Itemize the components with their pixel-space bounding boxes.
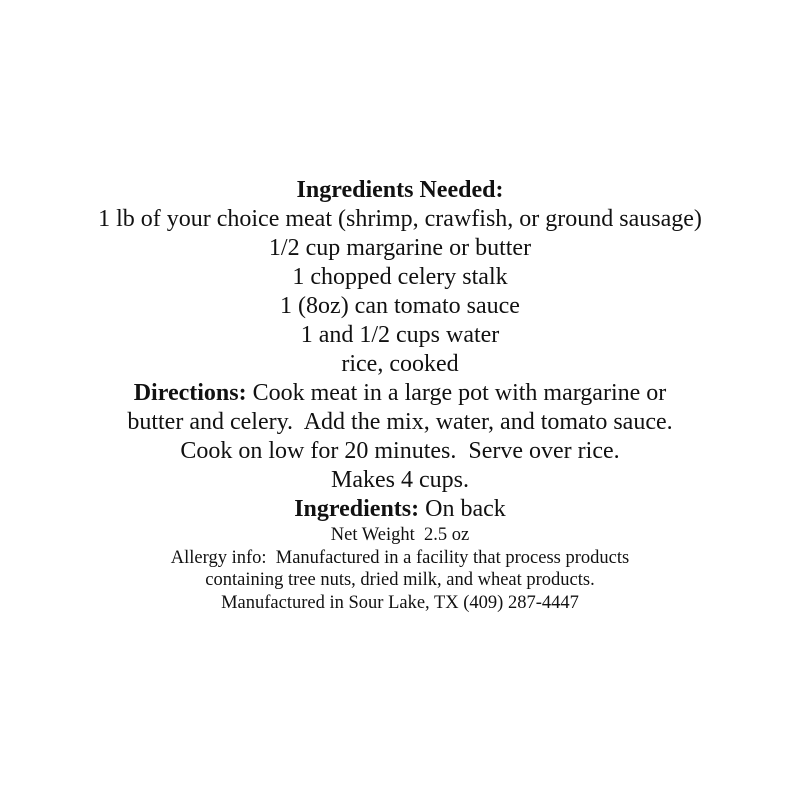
ingredient-item: 1/2 cup margarine or butter	[268, 235, 532, 261]
directions-text: Cook meat in a large pot with margarine or	[246, 380, 667, 406]
directions-label: Directions:	[133, 380, 247, 406]
directions-line: butter and celery. Add the mix, water, and tomato sauce.	[127, 409, 673, 435]
manufacturer-info: Manufactured in Sour Lake, TX (409) 287-4447	[221, 592, 579, 613]
directions-line	[0, 379, 800, 408]
ingredient-item: 1 (8oz) can tomato sauce	[280, 293, 520, 319]
ingredients-line	[0, 495, 800, 524]
ingredient-item: 1 and 1/2 cups water	[300, 322, 500, 348]
net-weight: Net Weight 2.5 oz	[330, 525, 470, 545]
allergy-info: Allergy info: Manufactured in a facility that process products	[170, 547, 630, 568]
allergy-info: containing tree nuts, dried milk, and wheat products.	[205, 570, 595, 590]
recipe-label	[0, 176, 800, 614]
directions-line: Cook on low for 20 minutes. Serve over rice.	[180, 438, 620, 464]
ingredients-needed-heading: Ingredients Needed:	[296, 177, 504, 203]
makes-text: Makes 4 cups.	[331, 467, 469, 493]
ingredient-item: rice, cooked	[341, 351, 459, 377]
ingredients-value: On back	[419, 496, 506, 522]
ingredient-item: 1 chopped celery stalk	[292, 264, 508, 290]
ingredient-item: 1 lb of your choice meat (shrimp, crawfish, or ground sausage)	[98, 206, 702, 232]
ingredients-label: Ingredients:	[294, 496, 420, 522]
